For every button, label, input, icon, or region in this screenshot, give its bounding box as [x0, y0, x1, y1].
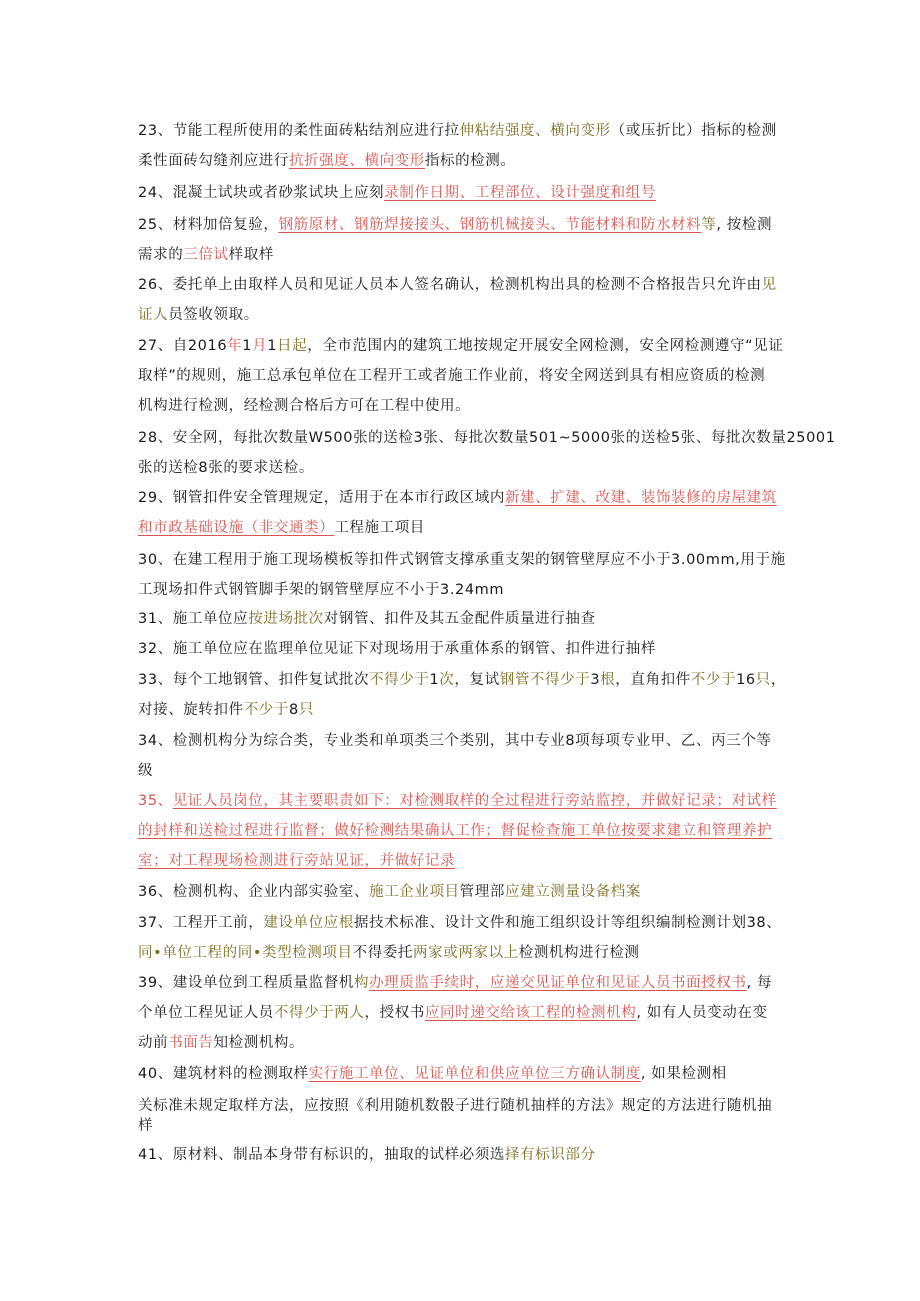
- highlight-text: 建设单位应根: [263, 915, 354, 931]
- item-26-line-2: [138, 300, 788, 330]
- red-text: 月: [252, 338, 268, 354]
- highlight-text: 两家或两家以上: [413, 945, 519, 961]
- item-39: [138, 968, 788, 1058]
- text: 37、工程开工前，: [138, 915, 264, 931]
- item-24: [138, 178, 788, 208]
- underlined-red-text: 的封样和送检过程进行监督；做好检测结果确认工作；督促检查施工单位按要求建立和管理养护: [138, 823, 773, 839]
- underlined-red-text: 实行施工单位、见证单位和供应单位三方确认制度: [308, 1066, 641, 1082]
- item-32: [138, 634, 788, 664]
- item-41-line-1: [138, 1140, 788, 1170]
- underlined-red-text: 录制作日期、工程部位、设计强度和组号: [384, 185, 656, 201]
- item-35: [138, 786, 788, 876]
- highlight-text: 同•单位工程的同•类型检测项目: [138, 945, 353, 961]
- highlight-text: 见: [761, 277, 777, 293]
- item-32-line-1: 32、施工单位应在监理单位见证下对现场用于承重体系的钢管、扣件进行抽样: [138, 641, 656, 657]
- text: , 每: [746, 975, 773, 991]
- item-26-line-1: [138, 270, 788, 300]
- item-24-line-1: [138, 178, 788, 208]
- text: ，直角扣件: [615, 672, 691, 688]
- text: 25、材料加倍复验，: [138, 217, 279, 233]
- highlight-text: 不得少于两人: [273, 1005, 365, 1021]
- item-36-line-1: [138, 877, 788, 907]
- item-25: [138, 210, 788, 270]
- text: 工程施工项目: [334, 520, 425, 536]
- item-35-line-1: [138, 786, 788, 816]
- text: 16: [736, 672, 756, 688]
- text: 1: [429, 672, 440, 688]
- item-40-line-1: [138, 1059, 788, 1089]
- item-27: [138, 331, 788, 421]
- item-28-line-2: 张的送检8张的要求送检。: [138, 460, 314, 476]
- text: , 如有人员变动在变: [636, 1005, 768, 1021]
- highlight-text: 日起: [277, 338, 308, 354]
- item-29: [138, 483, 788, 543]
- text: ，: [770, 672, 786, 688]
- item-33-line-2: [138, 695, 788, 725]
- item-31: [138, 604, 788, 634]
- text: 知检测机构。: [213, 1035, 305, 1051]
- highlight-text: 等: [701, 217, 717, 233]
- highlight-text: 只: [755, 672, 771, 688]
- red-text: 35、: [138, 793, 173, 809]
- item-34: [138, 726, 788, 786]
- highlight-text: 不得少于: [369, 672, 430, 688]
- text: 33、每个工地钢管、扣件复试批次: [138, 672, 370, 688]
- item-39-line-1: [138, 968, 788, 998]
- text: （或压折比）指标的检测: [610, 123, 777, 139]
- highlight-text: 按进场批次: [248, 611, 324, 627]
- text: 对接、旋转扣件: [138, 702, 244, 718]
- item-30: [138, 545, 788, 605]
- item-40-line-2: 关标准未规定取样方法，应按照《利用随机数骰子进行随机抽样的方法》规定的方法进行随机抽: [138, 1098, 773, 1114]
- text: 40、建筑材料的检测取样: [138, 1066, 309, 1082]
- text: 员签收领取。: [168, 307, 259, 323]
- item-27-line-3: 机构进行检测，经检测合格后方可在工程中使用。: [138, 398, 471, 414]
- highlight-text: 钢管不得少于: [499, 672, 591, 688]
- red-text: 三倍试: [183, 247, 229, 263]
- item-40: [138, 1059, 788, 1136]
- item-28: [138, 423, 836, 483]
- highlight-text: 证人: [138, 307, 169, 323]
- item-25-line-2: [138, 240, 788, 270]
- red-text: 年: [227, 338, 243, 354]
- text: 39、建设单位到工程质量监督机: [138, 975, 354, 991]
- text: 1: [267, 338, 278, 354]
- item-41: [138, 1140, 788, 1170]
- text: 样取样: [228, 247, 274, 263]
- item-25-line-1: [138, 210, 788, 240]
- text: 柔性面砖勾缝剂应进行: [138, 153, 289, 169]
- text: 动前: [138, 1035, 169, 1051]
- text: 需求的: [138, 247, 184, 263]
- text: 41、原材料、制品本身带有标识的，抽取的试样必须选: [138, 1147, 505, 1163]
- text: 3: [590, 672, 601, 688]
- underlined-red-text: 室；对工程现场检测进行旁站见证，并做好记录: [138, 853, 456, 869]
- highlight-text: 不少于: [243, 702, 290, 718]
- item-37: [138, 908, 788, 968]
- highlight-text: 只: [298, 702, 314, 718]
- item-29-line-2: [138, 513, 788, 543]
- item-34-line-2: 级: [138, 763, 154, 779]
- item-30-line-2: 工现场扣件式钢管脚手架的钢管壁厚应不小于3.24mm: [138, 582, 505, 598]
- underlined-red-text: 钢筋原材、钢筋焊接接头、钢筋机械接头、节能材料和防水材料: [278, 217, 702, 233]
- text: ，全市范围内的建筑工地按规定开展安全网检测，安全网检测遵守“见证: [307, 338, 784, 354]
- item-27-line-2: 取样”的规则，施工总承包单位在工程开工或者施工作业前，将安全网送到具有相应资质的检测: [138, 368, 766, 384]
- highlight-text: 伸粘结强度、横向变形: [459, 123, 611, 139]
- underlined-red-text: 见证人员岗位，其主要职责如下：对检测取样的全过程进行旁站监控，并做好记录；对试样: [172, 793, 777, 809]
- underlined-red-text: 办理质监手续时，应递交见证单位和见证人员书面授权书: [369, 975, 747, 991]
- text: ，授权书: [364, 1005, 425, 1021]
- highlight-text: 构: [353, 975, 370, 991]
- item-35-line-3: [138, 846, 788, 876]
- item-27-line-1: [138, 331, 788, 361]
- underlined-red-text: 应同时递交给该工程的检测机构: [424, 1005, 637, 1021]
- text: 1: [242, 338, 253, 354]
- highlight-text: 应建立测量设备档案: [504, 884, 641, 900]
- text: , 如果检测相: [640, 1066, 727, 1082]
- item-38-line-1: [138, 938, 788, 968]
- item-39-line-3: [138, 1028, 788, 1058]
- text: 36、检测机构、企业内部实验室、: [138, 884, 370, 900]
- text: 24、混凝土试块或者砂浆试块上应刻: [138, 185, 385, 201]
- item-23-line-2: [138, 146, 788, 176]
- text: 个单位工程见证人员: [138, 1005, 274, 1021]
- highlight-text: 择有标识部分: [504, 1147, 596, 1163]
- text: 据技术标准、设计文件和施工组织设计等组织编制检测计划38、: [353, 915, 782, 931]
- item-23-line-1: [138, 116, 788, 146]
- item-31-line-1: [138, 604, 788, 634]
- item-35-line-2: [138, 816, 788, 846]
- highlight-text: 根: [600, 672, 616, 688]
- text: ，复试: [454, 672, 500, 688]
- text: 29、钢管扣件安全管理规定，适用于在本市行政区域内: [138, 490, 505, 506]
- red-text: 书面告: [168, 1035, 214, 1051]
- underlined-red-text: 抗折强度、横向变形: [289, 153, 425, 169]
- item-26: [138, 270, 788, 330]
- item-36: [138, 877, 788, 907]
- item-40-line-3: 样: [138, 1118, 154, 1134]
- item-37-line-1: [138, 908, 788, 938]
- text: 23、节能工程所使用的柔性面砖粘结剂应进行拉: [138, 123, 460, 139]
- text: 26、委托单上由取样人员和见证人员本人签名确认，检测机构出具的检测不合格报告只允许由: [138, 277, 762, 293]
- text: 对钢管、扣件及其五金配件质量进行抽查: [323, 611, 596, 627]
- highlight-text: 施工企业项目: [369, 884, 460, 900]
- text: 8: [289, 702, 299, 718]
- item-33-line-1: [138, 665, 788, 695]
- text: 管理部: [459, 884, 505, 900]
- highlight-text: 不少于: [690, 672, 737, 688]
- text: 不得委托: [352, 945, 414, 961]
- text: 27、自2016: [138, 338, 228, 354]
- text: , 按检测: [716, 217, 773, 233]
- text: 31、施工单位应: [138, 611, 249, 627]
- item-39-line-2: [138, 998, 788, 1028]
- item-23: [138, 116, 788, 176]
- underlined-red-text: 和市政基础设施（非交通类）: [138, 520, 335, 536]
- item-29-line-1: [138, 483, 788, 513]
- highlight-text: 次: [439, 672, 455, 688]
- item-30-line-1: 30、在建工程用于施工现场模板等扣件式钢管支撑承重支架的钢管壁厚应不小于3.00mm,用于施: [138, 552, 786, 568]
- item-28-line-1: 28、安全网，每批次数量W500张的送检3张、每批次数量501~5000张的送检5张、每批次数量25001: [138, 430, 836, 446]
- text: 检测机构进行检测: [518, 945, 640, 961]
- item-34-line-1: 34、检测机构分为综合类，专业类和单项类三个类别，其中专业8项每项专业甲、乙、丙三个等: [138, 733, 772, 749]
- item-33: [138, 665, 788, 725]
- underlined-red-text: 新建、扩建、改建、装饰装修的房屋建筑: [504, 490, 777, 506]
- text: 指标的检测。: [424, 153, 516, 169]
